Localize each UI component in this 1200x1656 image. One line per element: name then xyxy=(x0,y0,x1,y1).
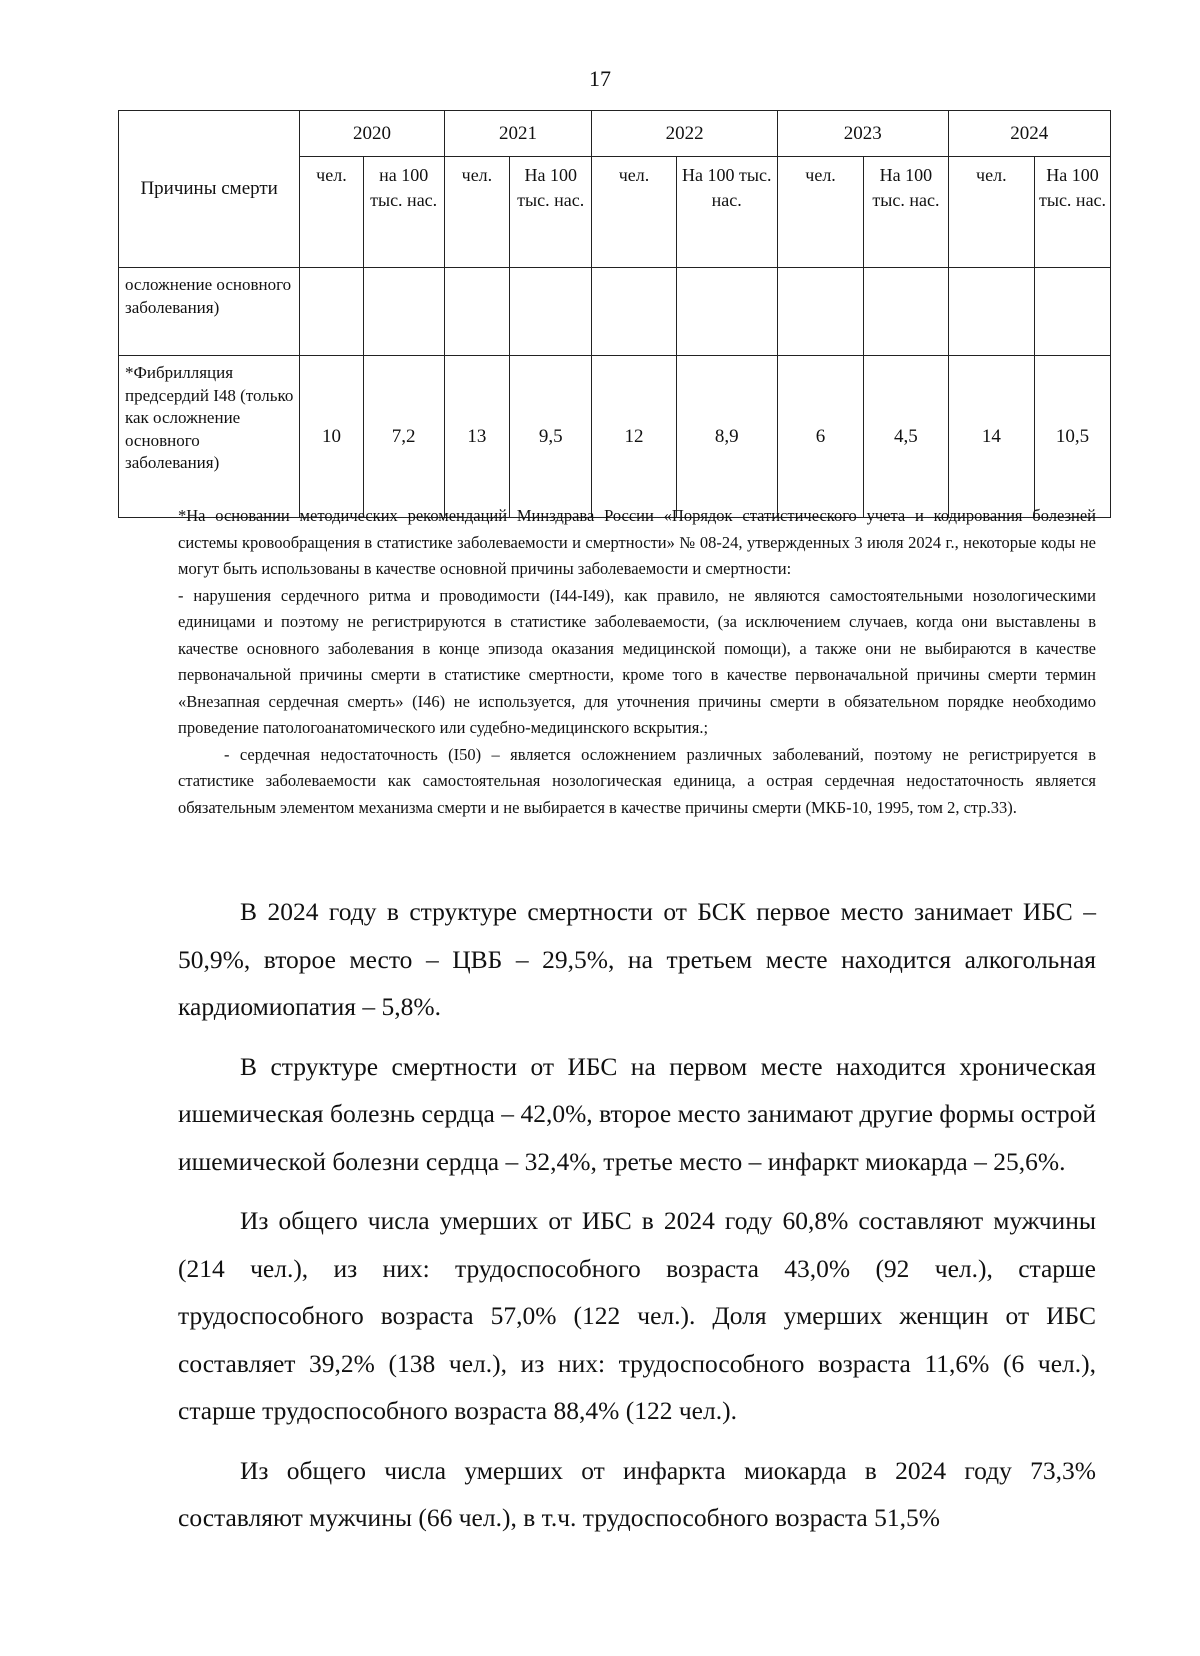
value-cell xyxy=(592,268,676,356)
subheader-rate: На 100 тыс. нас. xyxy=(1035,157,1111,268)
cause-column-header: Причины смерти xyxy=(119,111,300,268)
value-cell: 7,2 xyxy=(363,356,444,518)
table-row xyxy=(119,268,1111,356)
subheader-count: чел. xyxy=(300,157,363,268)
value-cell: 14 xyxy=(948,356,1034,518)
value-cell: 13 xyxy=(444,356,509,518)
year-header: 2021 xyxy=(444,111,592,157)
value-cell xyxy=(676,268,777,356)
table-header-row xyxy=(119,111,1111,157)
table-row xyxy=(119,356,1111,518)
table-footnote xyxy=(178,503,1096,821)
body-paragraph: В 2024 году в структуре смертности от БСК первое место занимает ИБС – 50,9%, второе место – ЦВБ – 29,5%, на третьем месте находится алкогольная кардиомиопатия – 5,8%. xyxy=(178,897,1096,1021)
year-header: 2024 xyxy=(948,111,1110,157)
value-cell xyxy=(864,268,948,356)
page-number: 17 xyxy=(589,66,611,91)
value-cell: 8,9 xyxy=(676,356,777,518)
value-cell xyxy=(777,268,863,356)
cause-cell: осложнение основного заболевания) xyxy=(119,268,300,356)
subheader-count: чел. xyxy=(444,157,509,268)
year-header: 2023 xyxy=(777,111,948,157)
body-paragraph: В структуре смертности от ИБС на первом месте находится хроническая ишемическая болезнь сердца – 42,0%, второе место занимают другие формы острой ишемической болезни сердца – 32,4%, третье место – инфаркт миокарда – 25,6%. xyxy=(178,1051,1096,1176)
subheader-count: чел. xyxy=(592,157,676,268)
body-paragraph: Из общего числа умерших от инфаркта миокарда в 2024 году 73,3% составляют мужчины (66 чел.), в т.ч. трудоспособного возраста 51,5% xyxy=(178,1455,1096,1532)
value-cell: 9,5 xyxy=(510,356,592,518)
value-cell xyxy=(300,268,363,356)
value-cell xyxy=(948,268,1034,356)
body-paragraph: Из общего числа умерших от ИБС в 2024 году 60,8% составляют мужчины (214 чел.), из них: трудоспособного возраста 43,0% (92 чел.), старше трудоспособного возраста 57,0% (122 чел.). Доля умерших женщин от ИБС составляет 39,2% (138 чел.), из них: трудоспособного возраста 11,6% (6 чел.), старше трудоспособного возраста 88,4% (122 чел.). xyxy=(178,1206,1096,1425)
value-cell xyxy=(510,268,592,356)
value-cell xyxy=(444,268,509,356)
value-cell: 10,5 xyxy=(1035,356,1111,518)
year-header: 2022 xyxy=(592,111,778,157)
cause-cell: *Фибрилляция предсердий I48 (только как осложнение основного заболевания) xyxy=(119,356,300,518)
value-cell xyxy=(363,268,444,356)
value-cell xyxy=(1035,268,1111,356)
subheader-rate: На 100 тыс. нас. xyxy=(864,157,948,268)
value-cell: 4,5 xyxy=(864,356,948,518)
value-cell: 6 xyxy=(777,356,863,518)
footnote-paragraph: - нарушения сердечного ритма и проводимости (I44-I49), как правило, не являются самостоятельными нозологическими единицами и поэтому не регистрируются в статистике заболеваемости, (за исключением случаев, когда они выставлены в качестве основного заболевания в конце эпизода оказания медицинской помощи), а также они не выбираются в качестве первоначальной причины смерти в статистике смертности, кроме того в качестве первоначальной причины смерти термин «Внезапная сердечная смерть» (I46) не используется, для уточнения причины смерти в обязательном порядке необходимо проведение патологоанатомического или судебно-медицинского вскрытия.; xyxy=(178,585,1096,737)
value-cell: 12 xyxy=(592,356,676,518)
subheader-count: чел. xyxy=(948,157,1034,268)
footnote-paragraph: *На основании методических рекомендаций Минздрава России «Порядок статистического учета и кодирования болезней системы кровообращения в статистике заболеваемости и смертности» № 08-24, утвержденных 3 июля 2024 г., некоторые коды не могут быть использованы в качестве основной причины заболеваемости и смертности: xyxy=(178,506,1096,578)
mortality-table xyxy=(118,110,1111,518)
body-text xyxy=(178,888,1096,1554)
subheader-rate: На 100 тыс. нас. xyxy=(676,157,777,268)
subheader-rate: на 100 тыс. нас. xyxy=(363,157,444,268)
footnote-paragraph: - сердечная недостаточность (I50) – является осложнением различных заболеваний, поэтому не регистрируется в статистике заболеваемости как самостоятельная нозологическая единица, а острая сердечная недостаточность является обязательным элементом механизма смерти и не выбирается в качестве причины смерти (МКБ-10, 1995, том 2, стр.33). xyxy=(178,744,1096,817)
subheader-rate: На 100 тыс. нас. xyxy=(510,157,592,268)
value-cell: 10 xyxy=(300,356,363,518)
year-header: 2020 xyxy=(300,111,444,157)
subheader-count: чел. xyxy=(777,157,863,268)
